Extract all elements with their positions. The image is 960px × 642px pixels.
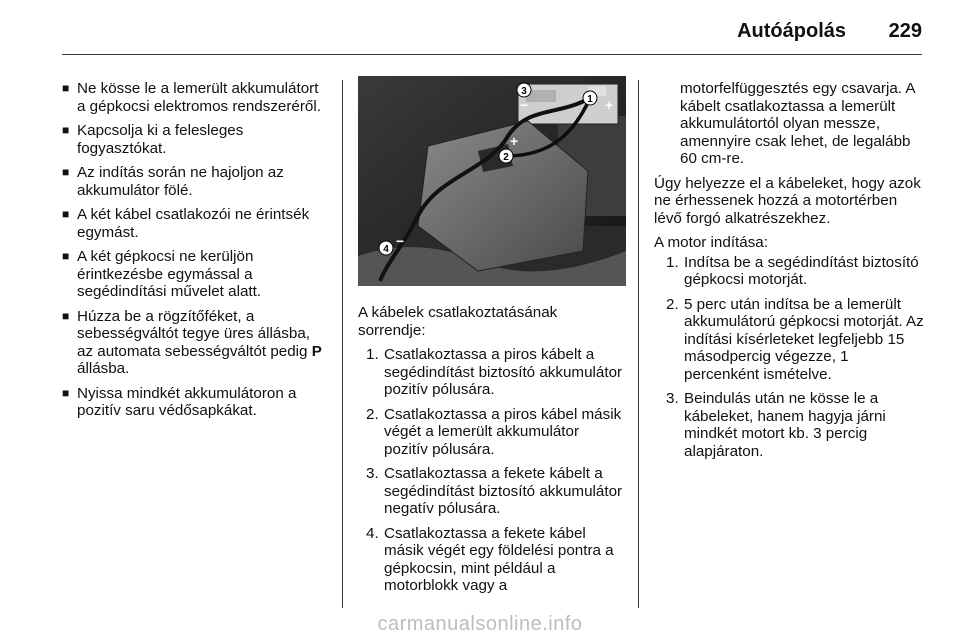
gear-position-p: P [311, 342, 322, 360]
column-left [62, 80, 326, 427]
square-bullet-icon: ■ [62, 123, 70, 137]
square-bullet-icon: ■ [62, 249, 70, 263]
column-right [654, 80, 926, 460]
callout-3: 3 [521, 86, 527, 97]
svg-text:−: − [396, 233, 405, 249]
step-continuation: motorfelfüggesztés egy csavarja. A kábelt csatlakoztassa a lemerült akkumulátortól olyan messze, amennyire csak lehet, de legalább 60 cm-re. [680, 80, 915, 167]
section-title: Autóápolás [737, 20, 846, 42]
paragraph: A motor indítása: [654, 234, 768, 251]
list-item: ■ Az indítás során ne hajoljon az akkumulátor fölé. [62, 164, 284, 199]
svg-text:+: + [510, 133, 519, 149]
list-item: ■ Kapcsolja ki a felesleges fogyasztókat. [62, 122, 244, 157]
column-divider [638, 80, 639, 608]
precaution-list [62, 80, 326, 420]
list-item: ■ Húzza be a rögzítőféket, a sebességváltót tegye üres állásba, az automata sebességváltót pedig P állásba. [62, 307, 322, 377]
figure-caption: A kábelek csatlakoztatásának sorrendje: [358, 304, 558, 339]
cable-connection-steps [358, 346, 626, 595]
square-bullet-icon: ■ [62, 81, 70, 95]
list-item: 2. 5 perc után indítsa be a lemerült akkumulátorú gépkocsi motorját. Az indítási kísérleteket legfeljebb 15 másodpercig végezze, 1 percenként ismételve. [666, 295, 924, 383]
page-number: 229 [888, 20, 922, 42]
callout-1: 1 [587, 94, 593, 105]
callout-2: 2 [503, 152, 509, 163]
square-bullet-icon: ■ [62, 207, 70, 221]
square-bullet-icon: ■ [62, 385, 70, 400]
list-item: 4. Csatlakoztassa a fekete kábel másik végét egy földelési pontra a gépkocsin, mint például a motorblokk vagy a [366, 524, 614, 594]
list-item: ■ Nyissa mindkét akkumulátoron a pozitív saru védősapkákat. [62, 384, 297, 419]
list-item: ■ A két kábel csatlakozói ne érintsék egymást. [62, 206, 310, 241]
svg-text:−: − [520, 97, 529, 113]
list-item: ■ A két gépkocsi ne kerüljön érintkezésbe egymással a segédindítási művelet alatt. [62, 248, 262, 300]
svg-text:+: + [605, 97, 614, 113]
column-middle [358, 76, 626, 595]
list-item: ■ Ne kösse le a lemerült akkumulátort a gépkocsi elektromos rendszeréről. [62, 80, 321, 115]
callout-4: 4 [383, 244, 389, 255]
engine-start-steps [654, 254, 926, 461]
page-header [62, 18, 922, 55]
list-item: 2. Csatlakoztassa a piros kábel másik végét a lemerült akkumulátor pozitív pólusára. [366, 405, 622, 458]
list-item: 3. Csatlakoztassa a fekete kábelt a segédindítást biztosító akkumulátor negatív pólusára. [366, 465, 623, 517]
paragraph: Úgy helyezze el a kábeleket, hogy azok ne érhessenek hozzá a motortérben lévő forgó alkatrészekhez. [654, 174, 921, 227]
list-item: 1. Csatlakoztassa a piros kábelt a segédindítást biztosító akkumulátor pozitív pólusára. [366, 346, 623, 398]
square-bullet-icon: ■ [62, 165, 70, 179]
list-item: 3. Beindulás után ne kösse le a kábeleket, hanem hagyja járni mindkét motort kb. 3 percig alapjáraton. [666, 390, 886, 460]
watermark: carmanualsonline.info [377, 613, 583, 635]
square-bullet-icon: ■ [62, 308, 70, 323]
battery-jump-start-illustration [358, 76, 626, 286]
column-divider [342, 80, 343, 608]
list-item: 1. Indítsa be a segédindítást biztosító gépkocsi motorját. [666, 253, 919, 288]
